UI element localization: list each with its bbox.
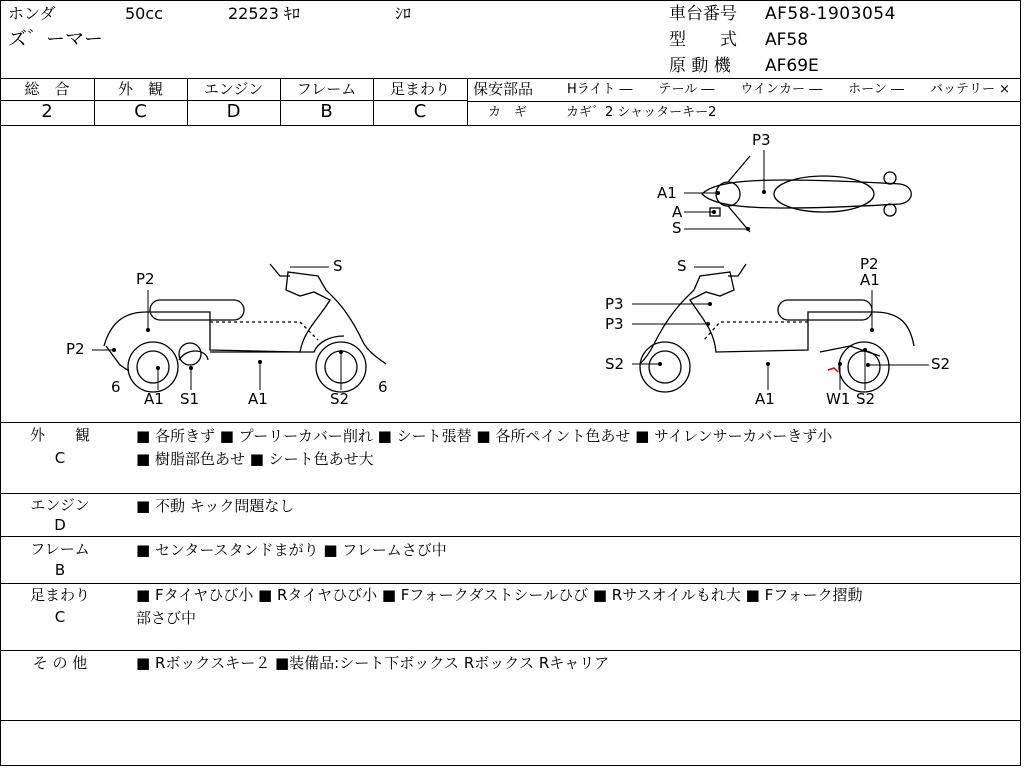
remark-other-text: ■ Rボックスキー２ ■装備品:シート下ボックス Rボックス Rキャリア	[136, 654, 610, 672]
frame-grade-label: フレーム	[296, 80, 357, 98]
displacement: 50cc	[125, 4, 163, 23]
red-mark	[828, 368, 838, 372]
maker: ホンダ	[8, 4, 56, 23]
divider	[0, 720, 1021, 721]
color: ｼﾛ	[395, 4, 412, 23]
divider	[467, 101, 1021, 102]
overall-grade: 2	[41, 101, 53, 122]
divider	[0, 78, 1021, 79]
remark-exterior-grade: C	[54, 449, 66, 467]
frame-no-label: 車台番号	[669, 4, 737, 24]
remark-suspension-text: ■ Fタイヤひび小 ■ Rタイヤひび小 ■ Fフォークダストシールひび ■ Rサスオイルもれ大 ■ Fフォーク摺動 部さび中	[136, 586, 863, 627]
remark-exterior-text: ■ 各所きず ■ プーリーカバー削れ ■ シート張替 ■ 各所ペイント色あせ ■ サイレンサーカバーきず小 ■ 樹脂部色あせ ■ シート色あせ大	[136, 427, 833, 468]
right-s2-right-label: S2	[931, 355, 951, 373]
remark-exterior-label: 外 観	[29, 426, 90, 444]
left-a1-center-label: A1	[248, 390, 268, 408]
suspension-grade-label: 足まわり	[389, 80, 450, 98]
divider	[467, 78, 468, 125]
divider	[0, 650, 1021, 651]
divider	[0, 422, 1021, 423]
type-value: AF58	[765, 30, 809, 50]
top-a1-label: A1	[657, 184, 677, 202]
overall-label: 総 合	[24, 80, 70, 98]
right-s2-left-label: S2	[605, 355, 625, 373]
safety-label: 保安部品	[473, 80, 534, 98]
left-p2-top-label: P2	[136, 270, 155, 288]
left-s-label: S	[333, 257, 343, 275]
right-w1-label: W1	[826, 390, 851, 408]
engine-label: 原 動 機	[669, 56, 731, 76]
suspension-grade: C	[413, 101, 427, 122]
right-6-label: 6	[378, 378, 388, 396]
right-a1-top-label: A1	[860, 271, 880, 289]
exterior-label: 外 観	[117, 80, 163, 98]
right-p3-a-label: P3	[605, 295, 624, 313]
remark-frame-grade: B	[54, 561, 66, 579]
key-label: カ ギ	[488, 105, 528, 120]
right-p2-label: P2	[860, 255, 879, 273]
model-name: ズ゛ーマー	[8, 28, 104, 50]
engine-grade-label: エンジン	[203, 80, 264, 98]
remark-engine-grade: D	[54, 516, 66, 534]
right-s-label: S	[677, 257, 687, 275]
right-a1-bottom-label: A1	[755, 390, 775, 408]
engine-grade: D	[226, 101, 241, 122]
frame-grade: B	[320, 101, 333, 122]
left-a1-label: A1	[144, 390, 164, 408]
mileage: 22523 ｷﾛ	[228, 4, 300, 23]
left-s2-label: S2	[330, 390, 350, 408]
scooter-top-view	[702, 156, 911, 232]
remark-frame-text: ■ センタースタンドまがり ■ フレームさび中	[136, 541, 447, 559]
divider	[0, 536, 1021, 537]
divider	[0, 493, 1021, 494]
remark-engine-text: ■ 不動 キック問題なし	[136, 497, 295, 515]
remark-suspension-label: 足まわり	[29, 586, 90, 604]
remark-other-label: そ の 他	[32, 654, 88, 672]
frame-no: AF58-1903054	[765, 4, 896, 24]
left-p2-side-label: P2	[66, 340, 85, 358]
safety-items: Hライト ― テール ― ウインカー ― ホーン ― バッテリー ×	[567, 82, 1011, 97]
engine-value: AF69E	[765, 56, 819, 76]
exterior-grade: C	[134, 101, 147, 122]
right-s2-bottom-label: S2	[856, 390, 876, 408]
remark-frame-label: フレーム	[30, 540, 90, 558]
remark-suspension-grade: C	[54, 608, 66, 626]
top-s-label: S	[672, 219, 682, 237]
key-value: カギ゛2 シャッターキー2	[566, 105, 717, 120]
left-6-label: 6	[111, 378, 121, 396]
left-s1-label: S1	[180, 390, 200, 408]
right-p3-b-label: P3	[605, 315, 624, 333]
remark-engine-label: エンジン	[30, 496, 90, 514]
type-label: 型 式	[669, 30, 737, 50]
top-a-label: A	[672, 203, 683, 221]
top-p3-label: P3	[752, 131, 771, 149]
